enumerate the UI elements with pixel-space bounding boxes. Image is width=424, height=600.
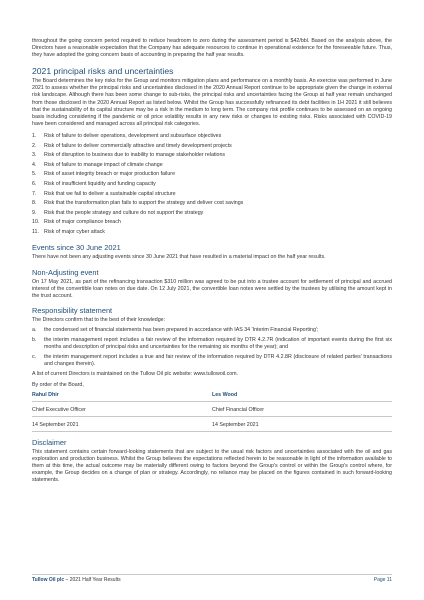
risk-text: Risk of disruption to business due to inability to manage stakeholder relations (44, 152, 226, 159)
signatory-date: 14 September 2021 (212, 422, 392, 432)
risk-item (32, 180, 392, 190)
risk-number: 9. (32, 209, 37, 216)
responsibility-statement-heading: Responsibility statement (32, 305, 113, 315)
risk-text: Risk that the people strategy and culture do not support the strategy (44, 209, 204, 216)
risk-number: 1. (32, 132, 37, 139)
risk-text: Risk of major compliance breach (44, 219, 121, 226)
risk-number: 8. (32, 200, 37, 207)
risk-item (32, 190, 392, 200)
signatory-role: Chief Executive Officer (32, 407, 212, 417)
events-heading: Events since 30 June 2021 (32, 243, 121, 253)
risk-item (32, 142, 392, 152)
item-letter: a. (32, 326, 37, 333)
item-letter: c. (32, 354, 37, 361)
risk-number: 11. (32, 228, 39, 235)
principal-risks-heading: 2021 principal risks and uncertainties (32, 66, 174, 77)
risk-item (32, 228, 392, 238)
going-concern-paragraph: throughout the going concern period required to reduce headroom to zero during the assessment period is $42/bbl. Based on the analysis above, the Directors have a reasonable expectation that the Company has adequate resources to continue in operational existence for the foreseeable future. Thus, they have adopted the going concern basis of accounting in preparing the half year results. (32, 38, 392, 59)
item-text: the condensed set of financial statements has been prepared in accordance with IAS 34 'Interim Financial Reporting'; (44, 326, 319, 333)
risk-number: 6. (32, 180, 37, 187)
risk-item (32, 151, 392, 161)
risk-number: 5. (32, 171, 37, 178)
responsibility-list (32, 327, 392, 368)
item-text: the interim management report includes a fair review of the information required by DTR 4.2.7R (indication of important events during the first six months and description of principal risks and uncertainties for the remaining six months of the year); and (44, 337, 392, 351)
risk-item (32, 199, 392, 209)
risk-number: 3. (32, 152, 37, 159)
risk-text: Risk of insufficient liquidity and funding capacity (44, 180, 156, 187)
risk-text: Risk of failure to deliver commercially attractive and timely development projects (44, 142, 232, 149)
item-letter: b. (32, 337, 37, 344)
signatory-cfo (212, 392, 392, 432)
responsibility-item (32, 337, 392, 351)
events-paragraph: There have not been any adjusting events since 30 June 2021 that have resulted in a material impact on the half year results. (32, 254, 326, 261)
risk-item (32, 209, 392, 219)
risk-text: Risk of major cyber attack (44, 228, 105, 235)
risk-text: Risk of failure to manage impact of climate change (44, 161, 163, 168)
risk-list (32, 132, 392, 238)
signatory-role: Chief Financial Officer (212, 407, 392, 417)
risk-text: Risk of failure to deliver operations, development and subsurface objectives (44, 132, 222, 139)
page-number: Page 11 (373, 577, 392, 583)
risk-number: 4. (32, 161, 37, 168)
non-adjusting-event-paragraph: On 17 May 2021, as part of the refinancing transaction $310 million was agreed to be put into a trustee account for settlement of principal and accrued interest of the convertible loan notes on due date. On 12 July 2021, the convertible loan notes were settled by the trustees by utilising the amount kept in the trust account. (32, 278, 392, 299)
footer-title (32, 577, 121, 584)
risk-item (32, 170, 392, 180)
signatory-ceo (32, 392, 212, 432)
disclaimer-paragraph: This statement contains certain forward-looking statements that are subject to the usual risk factors and uncertainties associated with the oil and gas exploration and production business. Whilst the Group believes the expectations reflected herein to be reasonable in light of the information available to them at this time, the actual outcome may be materially different owing to factors beyond the Group's control or within the Group's control where, for example, the Group decides on a change of plan or strategy. Accordingly, no reliance may be placed on the figures contained in such forward-looking statements. (32, 449, 392, 484)
risk-text: Risk of asset integrity breach or major production failure (44, 171, 176, 178)
risk-number: 2. (32, 142, 37, 149)
risk-item (32, 161, 392, 171)
principal-risks-paragraph: The Board determines the key risks for the Group and monitors mitigation plans and performance on a monthly basis. An exercise was performed in June 2021 to assess whether the principal risks and uncertainties disclosed in the 2020 Annual Report continue to be appropriate given the change in external risk landscape. Although there has been some change to sub-risks, the principal risks and uncertainties facing the Group at half year remain unchanged from those disclosed in the 2020 Annual Report as listed below. Whilst the Group has successfully refinanced its debt facilities in 1H 2021 it still believes that the sustainability of its capital structure may be a risk in the medium to long term. The company risk profile continues to be assessed on an ongoing basis including considering if the pandemic or oil price volatility results in any new risks or changes to existing risks. Risks associated with COVID-19 have been considered and managed across all principal risk categories. (32, 78, 392, 127)
responsibility-item (32, 327, 392, 334)
page-footer (32, 574, 392, 584)
directors-website-paragraph: A list of current Directors is maintained on the Tullow Oil plc website: www.tullowoil.com. (32, 371, 239, 378)
responsibility-intro: The Directors confirm that to the best of their knowledge: (32, 316, 166, 323)
responsibility-item (32, 354, 392, 368)
footer-report: – 2021 Half Year Results (65, 577, 121, 583)
risk-text: Risk that the transformation plan fails to support the strategy and deliver cost savings (44, 200, 244, 207)
by-order-text: By order of the Board, (32, 382, 84, 388)
signatory-name: Rahul Dhir (32, 392, 212, 402)
risk-number: 10. (32, 219, 40, 226)
non-adjusting-event-heading: Non-Adjusting event (32, 267, 99, 277)
disclaimer-heading: Disclaimer (32, 438, 67, 448)
footer-company: Tullow Oil plc (32, 577, 65, 583)
signatory-date: 14 September 2021 (32, 422, 212, 432)
signature-block (32, 392, 392, 432)
risk-number: 7. (32, 190, 37, 197)
risk-item (32, 218, 392, 228)
item-text: the interim management report includes a true and fair review of the information required by DTR 4.2.8R (disclosure of related parties' transactions and changes therein). (44, 354, 392, 368)
signatory-name: Les Wood (212, 392, 392, 402)
risk-item (32, 132, 392, 142)
risk-text: Risk that we fail to deliver a sustainable capital structure (44, 190, 176, 197)
